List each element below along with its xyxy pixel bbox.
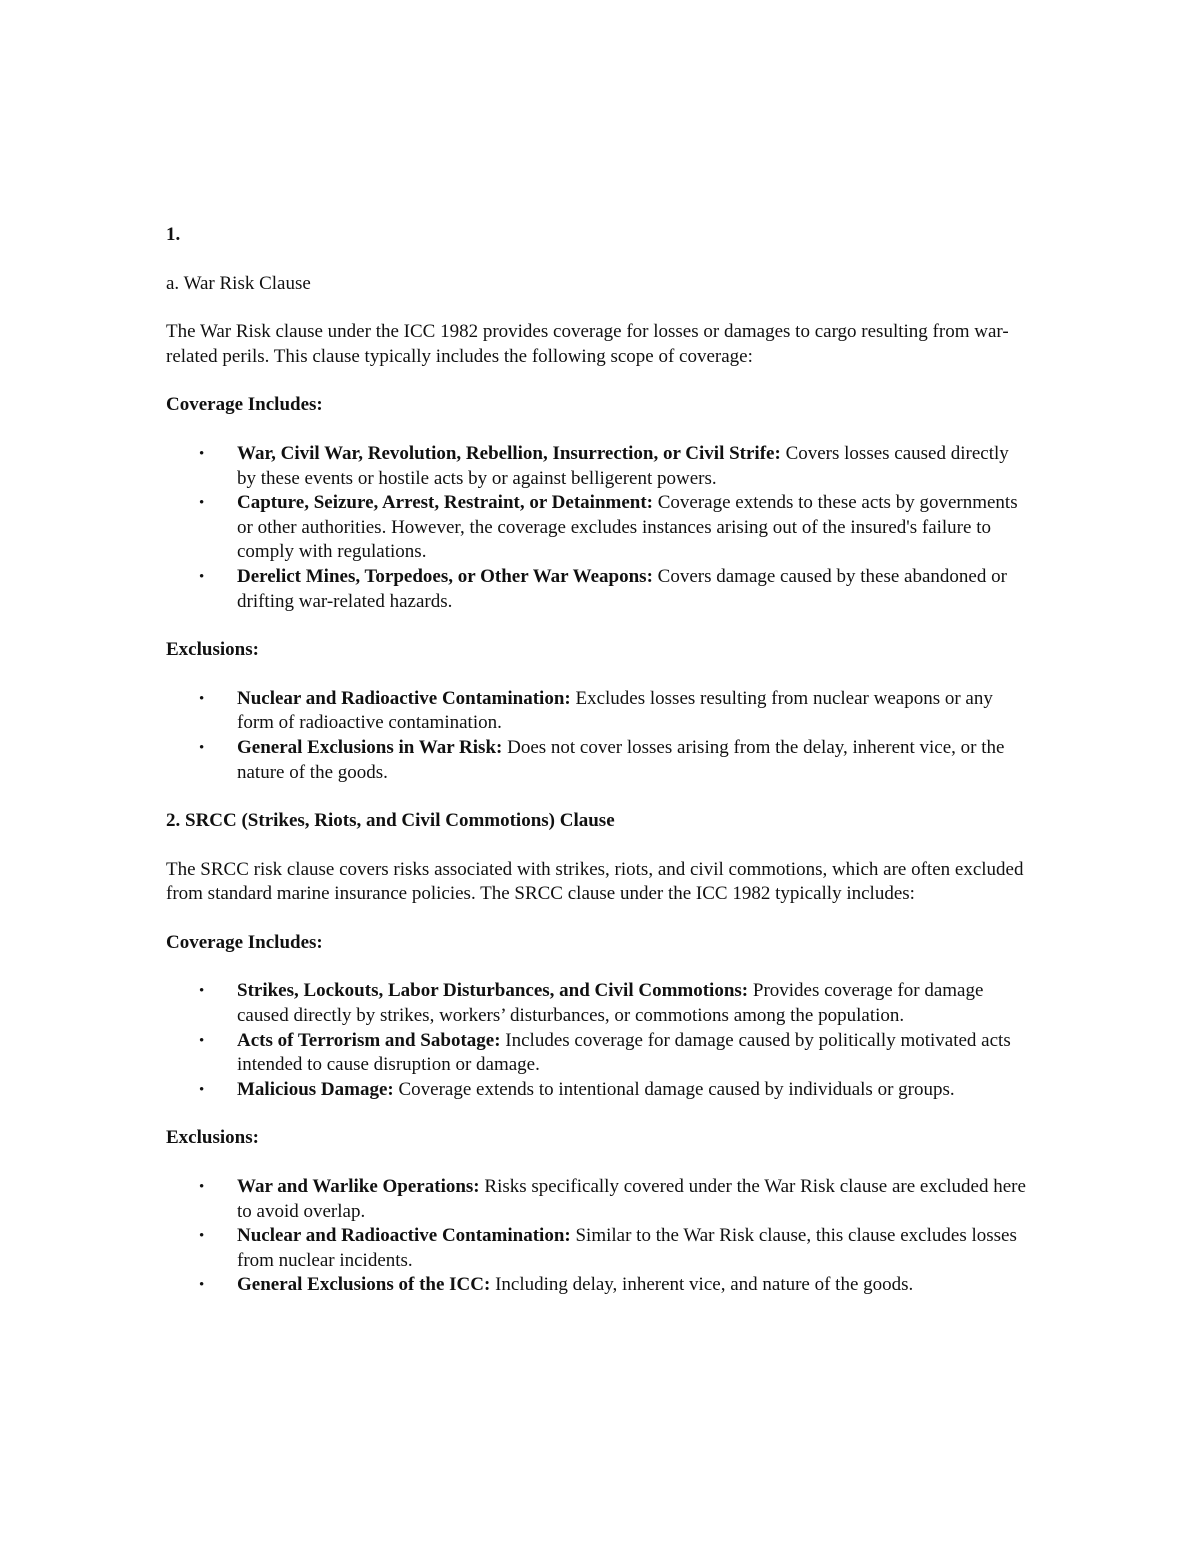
section-1-intro: The War Risk clause under the ICC 1982 provides coverage for losses or damages to cargo resulting from war-related perils. This clause typically includes the following scope of coverage: [166,321,1009,367]
section-2-intro: The SRCC risk clause covers risks associated with strikes, riots, and civil commotions, which are often excluded from standard marine insurance policies. The SRCC clause under the ICC 1982 typically includes: [166,858,1024,905]
list-item-text: Including delay, inherent vice, and nature of the goods. [495,1274,914,1296]
list-item [166,1175,1026,1224]
list-item [166,687,1026,736]
bullet-icon: • [199,1228,205,1245]
list-item [166,1029,1026,1078]
list-item [166,1224,1026,1273]
list-item [166,565,1026,614]
list-item-term: Nuclear and Radioactive Contamination: [237,1225,571,1247]
list-item [166,736,1026,785]
list-item-text: Similar to the War Risk clause, this clause excludes losses from nuclear incidents. [237,1225,1017,1271]
list-item-term: Acts of Terrorism and Sabotage: [237,1029,501,1051]
bullet-icon: • [199,1277,205,1294]
bullet-icon: • [199,445,205,462]
list-item-term: Capture, Seizure, Arrest, Restraint, or Detainment: [237,492,653,514]
list-item-text: Does not cover losses arising from the delay, inherent vice, or the nature of the goods. [237,736,1005,783]
list-item [166,1273,1026,1298]
list-item [166,1078,1026,1103]
list-item-text: Includes coverage for damage caused by politically motivated acts intended to cause disruption or damage. [237,1029,1011,1076]
list-item-term: Derelict Mines, Torpedoes, or Other War Weapons: [237,565,653,587]
section-1-exclusions-heading: Exclusions: [166,639,259,661]
list-item-term: General Exclusions of the ICC: [237,1274,491,1296]
list-item-term: War, Civil War, Revolution, Rebellion, Insurrection, or Civil Strife: [237,442,781,464]
bullet-icon: • [199,983,205,1000]
section-1-coverage-list [166,442,1026,614]
bullet-icon: • [199,1081,205,1098]
bullet-icon: • [199,495,205,512]
list-item-text: Excludes losses resulting from nuclear weapons or any form of radioactive contamination. [237,687,993,734]
list-item-text: Covers losses caused directly by these events or hostile acts by or against belligerent powers. [237,442,1009,489]
list-item-text: Coverage extends to intentional damage caused by individuals or groups. [398,1078,955,1100]
bullet-icon: • [199,568,205,585]
list-item-text: Provides coverage for damage caused directly by strikes, workers’ disturbances, or commotions among the population. [237,980,984,1027]
bullet-icon: • [199,739,205,756]
list-item-term: Nuclear and Radioactive Contamination: [237,687,571,709]
list-item-text: Coverage extends to these acts by governments or other authorities. However, the coverage excludes instances arising out of the insured's failure to comply with regulations. [237,492,1018,563]
list-item-term: General Exclusions in War Risk: [237,736,503,758]
section-2-coverage-list [166,979,1026,1102]
list-item-term: War and Warlike Operations: [237,1176,480,1198]
section-2-coverage-heading: Coverage Includes: [166,931,323,953]
bullet-icon: • [199,1179,205,1196]
bullet-icon: • [199,1032,205,1049]
section-number: 1. [166,224,181,245]
bullet-icon: • [199,690,205,707]
list-item [166,491,1026,565]
list-item-term: Strikes, Lockouts, Labor Disturbances, and Civil Commotions: [237,980,749,1002]
list-item-text: Covers damage caused by these abandoned or drifting war-related hazards. [237,565,1007,612]
document-page [166,223,1026,1322]
list-item [166,442,1026,491]
list-item-text: Risks specifically covered under the War Risk clause are excluded here to avoid overlap. [237,1176,1026,1222]
section-1-exclusions-list [166,687,1026,785]
section-2-exclusions-heading: Exclusions: [166,1127,259,1149]
list-item [166,979,1026,1028]
section-2-exclusions-list [166,1175,1026,1298]
section-1-coverage-heading: Coverage Includes: [166,394,323,416]
list-item-term: Malicious Damage: [237,1078,394,1100]
section-1-title: a. War Risk Clause [166,272,311,294]
section-2-title: 2. SRCC (Strikes, Riots, and Civil Commotions) Clause [166,810,615,832]
